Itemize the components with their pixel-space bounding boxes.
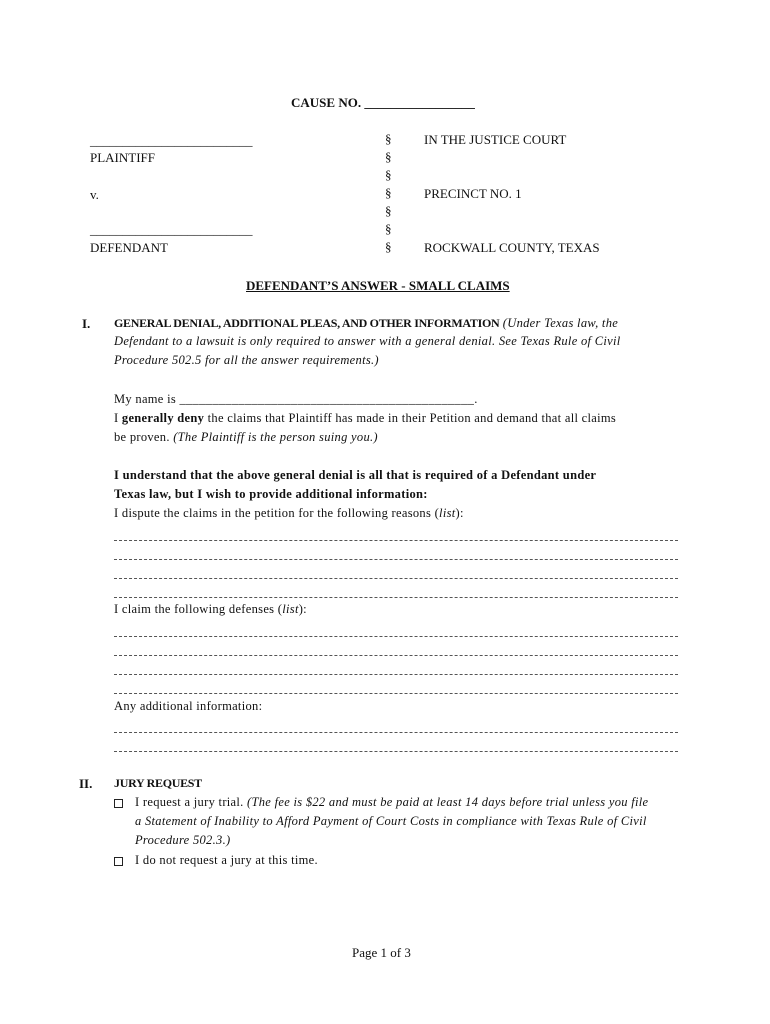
dispute-list-word: list bbox=[439, 506, 456, 520]
understand-statement: Texas law, but I wish to provide additional information: bbox=[114, 487, 428, 501]
dispute-answer-line[interactable] bbox=[114, 597, 678, 598]
general-denial-text: I bbox=[114, 411, 122, 425]
section-2-numeral: II. bbox=[79, 776, 93, 791]
document-title: DEFENDANT’S ANSWER - SMALL CLAIMS bbox=[246, 278, 510, 293]
defenses-text: I claim the following defenses ( bbox=[114, 602, 283, 616]
defendant-label: DEFENDANT bbox=[90, 240, 168, 255]
plaintiff-label: PLAINTIFF bbox=[90, 150, 156, 165]
additional-info-line[interactable] bbox=[114, 751, 678, 752]
proven-statement bbox=[114, 430, 378, 445]
defenses-answer-line[interactable] bbox=[114, 655, 678, 656]
defenses-answer-line[interactable] bbox=[114, 636, 678, 637]
versus-label: v. bbox=[90, 187, 99, 202]
dispute-text: ): bbox=[455, 506, 464, 520]
general-denial-text: the claims that Plaintiff has made in their Petition and demand that all claims bbox=[204, 411, 617, 425]
section-sign: § bbox=[385, 239, 392, 254]
cause-number: CAUSE NO. _________________ bbox=[291, 95, 475, 110]
section-sign: § bbox=[385, 131, 392, 146]
section-sign: § bbox=[385, 221, 392, 236]
defenses-label bbox=[114, 602, 307, 617]
section-1-numeral: I. bbox=[82, 316, 91, 331]
section-sign: § bbox=[385, 149, 392, 164]
section-1-note: Defendant to a lawsuit is only required to answer with a general denial. See Texas Rule of Civil bbox=[114, 334, 621, 348]
additional-info-label: Any additional information: bbox=[114, 699, 263, 713]
proven-text: be proven. bbox=[114, 430, 174, 444]
no-jury-option bbox=[114, 853, 318, 868]
section-1-heading: GENERAL DENIAL, ADDITIONAL PLEAS, AND OTHER INFORMATION bbox=[114, 316, 500, 330]
county-name: ROCKWALL COUNTY, TEXAS bbox=[424, 240, 600, 255]
name-field[interactable]: My name is _____________________________________________. bbox=[114, 392, 478, 406]
section-sign: § bbox=[385, 185, 392, 200]
dispute-text: I dispute the claims in the petition for the following reasons ( bbox=[114, 506, 440, 520]
defenses-answer-line[interactable] bbox=[114, 693, 678, 694]
additional-info-line[interactable] bbox=[114, 732, 678, 733]
jury-fee-note: (The fee is $22 and must be paid at least 14 days before trial unless you file bbox=[247, 795, 649, 809]
plaintiff-note: (The Plaintiff is the person suing you.) bbox=[173, 430, 378, 444]
defendant-blank-line[interactable]: _________________________ bbox=[90, 222, 253, 237]
no-jury-label: I do not request a jury at this time. bbox=[135, 853, 318, 867]
understand-statement: I understand that the above general denial is all that is required of a Defendant under bbox=[114, 468, 597, 482]
section-sign: § bbox=[385, 167, 392, 182]
dispute-answer-line[interactable] bbox=[114, 540, 678, 541]
general-denial-emphasis: generally deny bbox=[121, 411, 205, 425]
plaintiff-blank-line[interactable]: _________________________ bbox=[90, 133, 253, 148]
section-1-note: (Under Texas law, the bbox=[502, 316, 619, 330]
section-2-heading: JURY REQUEST bbox=[114, 776, 202, 790]
section-1-note: Procedure 502.5 for all the answer requirements.) bbox=[114, 353, 379, 367]
page-number: Page 1 of 3 bbox=[352, 945, 411, 960]
defenses-list-word: list bbox=[282, 602, 299, 616]
section-1-heading-line bbox=[114, 316, 618, 331]
precinct-number: PRECINCT NO. 1 bbox=[424, 186, 522, 201]
defenses-answer-line[interactable] bbox=[114, 674, 678, 675]
dispute-answer-line[interactable] bbox=[114, 559, 678, 560]
defenses-text: ): bbox=[298, 602, 307, 616]
section-sign: § bbox=[385, 203, 392, 218]
jury-request-option bbox=[114, 795, 648, 810]
no-jury-checkbox[interactable] bbox=[114, 857, 123, 866]
jury-fee-note: Procedure 502.3.) bbox=[135, 833, 231, 847]
court-name: IN THE JUSTICE COURT bbox=[424, 132, 567, 147]
jury-request-checkbox[interactable] bbox=[114, 799, 123, 808]
dispute-answer-line[interactable] bbox=[114, 578, 678, 579]
general-denial-statement bbox=[114, 411, 616, 426]
jury-request-label: I request a jury trial. bbox=[135, 795, 248, 809]
dispute-label bbox=[114, 506, 464, 521]
jury-fee-note: a Statement of Inability to Afford Payment of Court Costs in compliance with Texas Rule of Civil bbox=[135, 814, 647, 828]
